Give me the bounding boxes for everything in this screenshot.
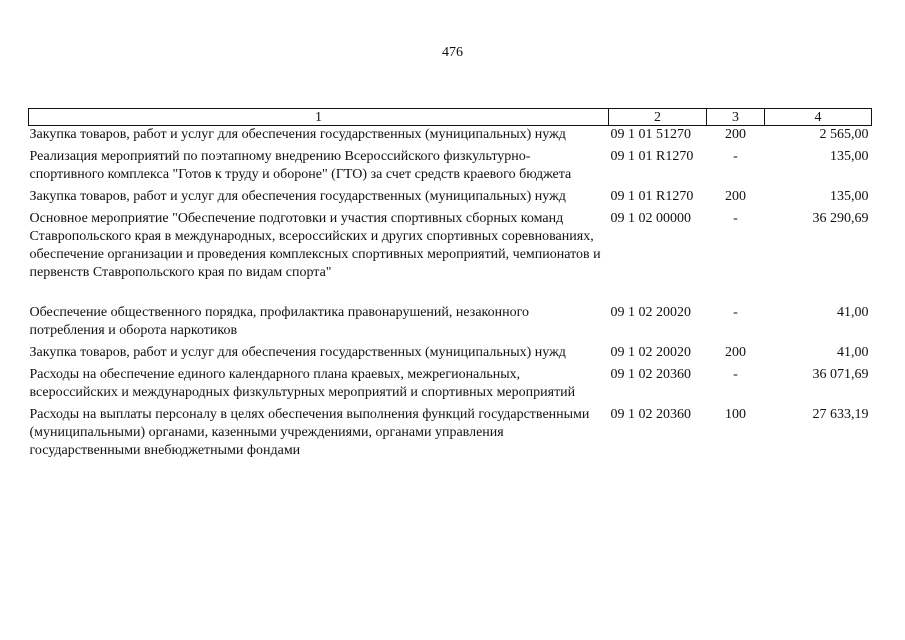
row-name: Закупка товаров, работ и услуг для обеспечения государственных (муниципальных) нужд — [29, 345, 566, 360]
budget-table-grid — [28, 108, 872, 464]
row-type: 200 — [725, 345, 746, 360]
table-row — [29, 406, 872, 464]
table-row — [29, 344, 872, 366]
table-row — [29, 210, 872, 304]
table-body — [29, 126, 872, 465]
row-type: - — [733, 211, 738, 226]
table-row — [29, 366, 872, 406]
row-code: 09 1 02 20020 — [610, 305, 691, 320]
header-col-2: 2 — [609, 109, 707, 126]
row-code: 09 1 01 51270 — [610, 127, 691, 142]
row-name: Закупка товаров, работ и услуг для обеспечения государственных (муниципальных) нужд — [29, 127, 566, 142]
budget-table — [28, 108, 871, 464]
row-name: Расходы на выплаты персоналу в целях обеспечения выполнения функций государственными (муниципальными) органами, казенными учреждениями, органами управления государственными внебюджетными фондами — [29, 407, 590, 458]
header-col-1: 1 — [29, 109, 609, 126]
page-number: 476 — [442, 45, 463, 60]
row-type: 200 — [725, 189, 746, 204]
row-code: 09 1 02 20360 — [610, 407, 691, 422]
row-name: Основное мероприятие "Обеспечение подготовки и участия спортивных сборных команд Ставропольского края в международных, всероссийских и других спортивных соревнованиях, обеспечение организации и проведения комплексных спортивных мероприятий, чемпионатов и первенств Ставропольского края по видам спорта" — [29, 211, 601, 280]
row-amount: 41,00 — [837, 305, 869, 320]
row-amount: 36 071,69 — [812, 367, 869, 382]
row-amount: 135,00 — [830, 189, 869, 204]
table-row — [29, 126, 872, 149]
table-header — [29, 109, 872, 126]
row-type: - — [733, 305, 738, 320]
table-row — [29, 188, 872, 210]
header-col-3: 3 — [707, 109, 765, 126]
row-amount: 36 290,69 — [812, 211, 869, 226]
header-row — [29, 109, 872, 126]
row-code: 09 1 02 20020 — [610, 345, 691, 360]
row-amount: 2 565,00 — [819, 127, 869, 142]
row-name: Закупка товаров, работ и услуг для обеспечения государственных (муниципальных) нужд — [29, 189, 566, 204]
row-name: Реализация мероприятий по поэтапному внедрению Всероссийского физкультурно-спортивного комплекса "Готов к труду и обороне" (ГТО) за счет средств краевого бюджета — [29, 149, 572, 182]
row-code: 09 1 01 R1270 — [610, 189, 694, 204]
row-code: 09 1 02 20360 — [610, 367, 691, 382]
row-amount: 27 633,19 — [812, 407, 869, 422]
row-amount: 135,00 — [830, 149, 869, 164]
row-name: Расходы на обеспечение единого календарного плана краевых, межрегиональных, всероссийских и международных физкультурных мероприятий и спортивных мероприятий — [29, 367, 576, 400]
header-col-4: 4 — [765, 109, 872, 126]
row-type: - — [733, 149, 738, 164]
row-code: 09 1 02 00000 — [610, 211, 691, 226]
row-amount: 41,00 — [837, 345, 869, 360]
table-row — [29, 304, 872, 344]
row-code: 09 1 01 R1270 — [610, 149, 694, 164]
row-type: 200 — [725, 127, 746, 142]
row-type: - — [733, 367, 738, 382]
table-row — [29, 148, 872, 188]
row-name: Обеспечение общественного порядка, профилактика правонарушений, незаконного потребления и оборота наркотиков — [29, 305, 530, 338]
row-type: 100 — [725, 407, 746, 422]
